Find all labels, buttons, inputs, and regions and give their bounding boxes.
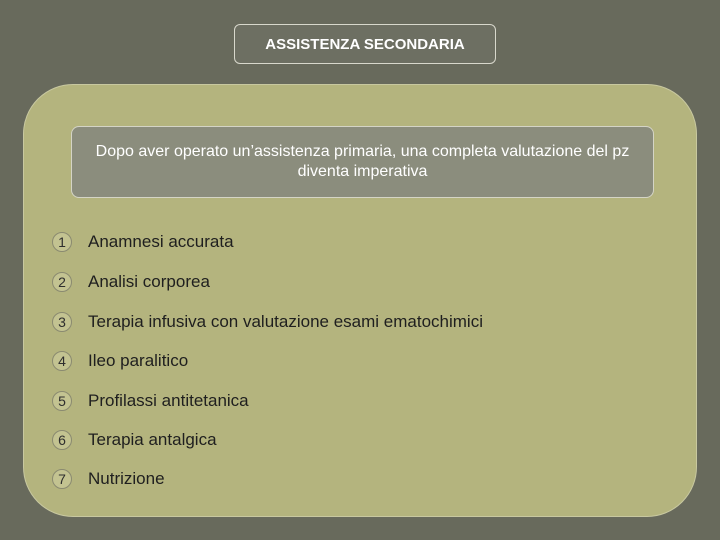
item-number-badge: 7 xyxy=(52,469,72,489)
item-number-badge: 1 xyxy=(52,232,72,252)
item-label: Terapia antalgica xyxy=(88,430,217,449)
item-number-badge: 5 xyxy=(52,391,72,411)
slide-title: ASSISTENZA SECONDARIA xyxy=(234,24,496,64)
list-item xyxy=(52,310,483,334)
intro-callout xyxy=(71,126,654,198)
item-label: Nutrizione xyxy=(88,469,165,488)
item-label: Terapia infusiva con valutazione esami ematochimici xyxy=(88,312,483,331)
item-label: Anamnesi accurata xyxy=(88,232,234,251)
list-item xyxy=(52,428,217,452)
item-number-badge: 4 xyxy=(52,351,72,371)
list-item xyxy=(52,349,188,373)
item-number-badge: 2 xyxy=(52,272,72,292)
item-label: Ileo paralitico xyxy=(88,351,189,370)
item-number-badge: 3 xyxy=(52,312,72,332)
list-item xyxy=(52,270,210,294)
list-item xyxy=(52,467,165,491)
item-label: Profilassi antitetanica xyxy=(88,391,249,410)
item-label: Analisi corporea xyxy=(88,272,210,291)
item-number-badge: 6 xyxy=(52,430,72,450)
intro-text: Dopo aver operato un’assistenza primaria, una completa valutazione del pz diventa imperativa xyxy=(95,143,630,180)
list-item xyxy=(52,230,234,254)
list-item xyxy=(52,389,249,413)
